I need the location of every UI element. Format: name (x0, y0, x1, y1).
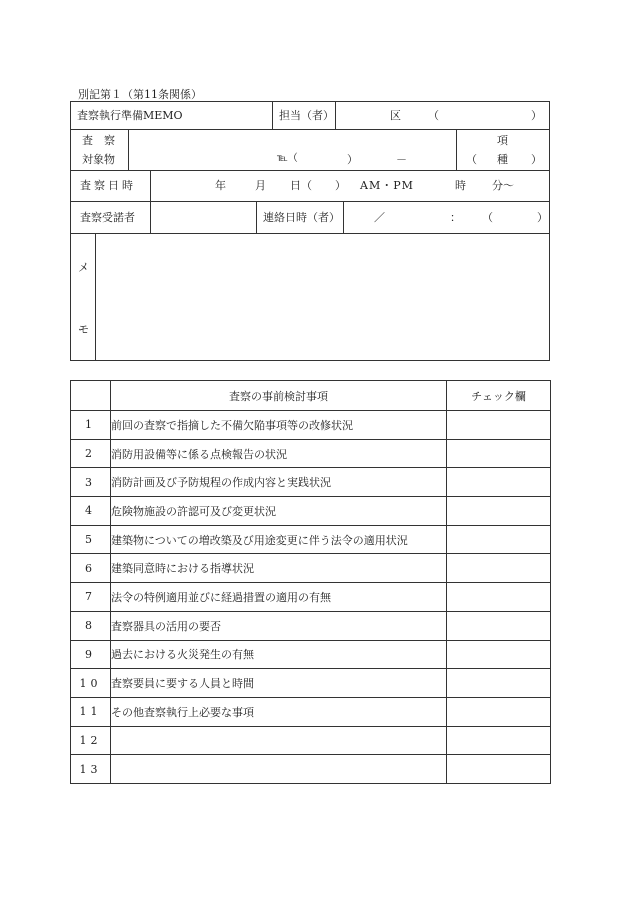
recipient-input[interactable] (152, 203, 255, 232)
date-month: 月 (255, 179, 266, 192)
date-hour: 時 (455, 179, 466, 192)
date-day: 日（ (290, 179, 312, 192)
taisho-label-2: 対象物 (82, 153, 115, 166)
row-item: その他査察執行上必要な事項 (111, 697, 447, 726)
date-day-close: ） (335, 179, 346, 192)
row-number: 5 (71, 525, 111, 554)
tel-label: ℡（ (277, 153, 298, 164)
row-item: 危険物施設の許認可及び変更状況 (111, 497, 447, 526)
form-line (256, 201, 257, 234)
tel-dash: － (396, 153, 407, 166)
row-number: 11 (71, 697, 111, 726)
header-check: チェック欄 (447, 381, 551, 411)
tanto-input[interactable] (440, 102, 528, 129)
table-row (71, 439, 551, 468)
tel-input[interactable] (298, 151, 454, 169)
row-number: 1 (71, 411, 111, 440)
ku-paren-open: （ (428, 109, 439, 122)
table-row (71, 554, 551, 583)
check-cell[interactable] (447, 640, 551, 669)
header-item: 査察の事前検討事項 (111, 381, 447, 411)
shu-label: 種 (497, 153, 508, 166)
memo-label-2: モ (78, 323, 89, 336)
form-line (70, 233, 550, 234)
check-cell[interactable] (447, 583, 551, 612)
check-cell[interactable] (447, 611, 551, 640)
tanto-label: 担当（者） (279, 109, 334, 122)
table-row (71, 726, 551, 755)
row-number: 10 (71, 669, 111, 698)
tel-close: ） (347, 153, 358, 166)
check-cell[interactable] (447, 755, 551, 784)
form-line (150, 201, 151, 234)
check-table (70, 380, 551, 784)
row-item: 前回の査察で指摘した不備欠陥事項等の改修状況 (111, 411, 447, 440)
table-row (71, 525, 551, 554)
recipient-label: 査察受諾者 (80, 211, 135, 224)
row-item: 過去における火災発生の有無 (111, 640, 447, 669)
table-row (71, 411, 551, 440)
check-cell[interactable] (447, 497, 551, 526)
row-number: 7 (71, 583, 111, 612)
contact-colon: ： (450, 211, 461, 224)
row-item: 消防計画及び予防規程の作成内容と実践状況 (111, 468, 447, 497)
taisho-name-input[interactable] (130, 131, 455, 151)
row-item[interactable] (111, 755, 447, 784)
page-heading: 別記第１（第11条関係） (78, 88, 202, 101)
contact-slash: ／ (374, 211, 385, 224)
row-item[interactable] (111, 726, 447, 755)
form-line (70, 129, 550, 130)
row-number: 2 (71, 439, 111, 468)
check-cell[interactable] (447, 697, 551, 726)
check-cell[interactable] (447, 468, 551, 497)
table-row (71, 583, 551, 612)
row-number: 3 (71, 468, 111, 497)
shu-paren-close: ） (531, 153, 542, 166)
row-item: 査察要員に要する人員と時間 (111, 669, 447, 698)
form-line (70, 170, 550, 171)
row-number: 13 (71, 755, 111, 784)
form-line (95, 233, 96, 361)
form-line (70, 201, 550, 202)
table-row (71, 669, 551, 698)
check-cell[interactable] (447, 439, 551, 468)
ku-label: 区 (390, 109, 401, 122)
date-year: 年 (215, 179, 226, 192)
table-row (71, 755, 551, 784)
date-input[interactable] (152, 172, 548, 200)
table-row (71, 468, 551, 497)
form-line (128, 129, 129, 171)
memo-title: 査察執行準備MEMO (77, 109, 183, 122)
form-border-bottom (70, 360, 550, 361)
shu-paren-open: （ (466, 153, 477, 166)
form-line (343, 201, 344, 234)
form-line (150, 170, 151, 202)
table-row (71, 497, 551, 526)
contact-label: 連絡日時（者） (263, 211, 340, 224)
check-cell[interactable] (447, 669, 551, 698)
form-border-right (549, 101, 550, 361)
memo-label-1: メ (78, 261, 89, 274)
form-line (456, 129, 457, 171)
contact-paren-open: （ (482, 211, 493, 224)
date-label: 査察日時 (80, 179, 136, 192)
title-input-area[interactable] (129, 102, 271, 129)
row-item: 消防用設備等に係る点検報告の状況 (111, 439, 447, 468)
row-item: 建築物についての増改築及び用途変更に伴う法令の適用状況 (111, 525, 447, 554)
table-row (71, 697, 551, 726)
form-border-left (70, 101, 71, 361)
kou-label: 項 (497, 134, 508, 147)
row-number: 9 (71, 640, 111, 669)
row-number: 4 (71, 497, 111, 526)
row-item: 査察器具の活用の要否 (111, 611, 447, 640)
row-number: 8 (71, 611, 111, 640)
taisho-label-1: 査 察 (82, 134, 115, 147)
header-num (71, 381, 111, 411)
table-row (71, 611, 551, 640)
row-number: 12 (71, 726, 111, 755)
row-number: 6 (71, 554, 111, 583)
check-cell[interactable] (447, 411, 551, 440)
ampm-label: AM・PM (360, 179, 414, 192)
contact-paren-close: ） (537, 211, 548, 224)
table-row (71, 640, 551, 669)
row-item: 建築同意時における指導状況 (111, 554, 447, 583)
table-header-row (71, 381, 551, 411)
contact-input[interactable] (345, 203, 548, 232)
check-cell[interactable] (447, 525, 551, 554)
check-cell[interactable] (447, 554, 551, 583)
ku-paren-close: ） (531, 109, 542, 122)
form-line (335, 101, 336, 130)
check-cell[interactable] (447, 726, 551, 755)
form-line (272, 101, 273, 130)
date-min: 分～ (492, 179, 514, 192)
memo-input-area[interactable] (97, 237, 548, 359)
row-item: 法令の特例適用並びに経過措置の適用の有無 (111, 583, 447, 612)
